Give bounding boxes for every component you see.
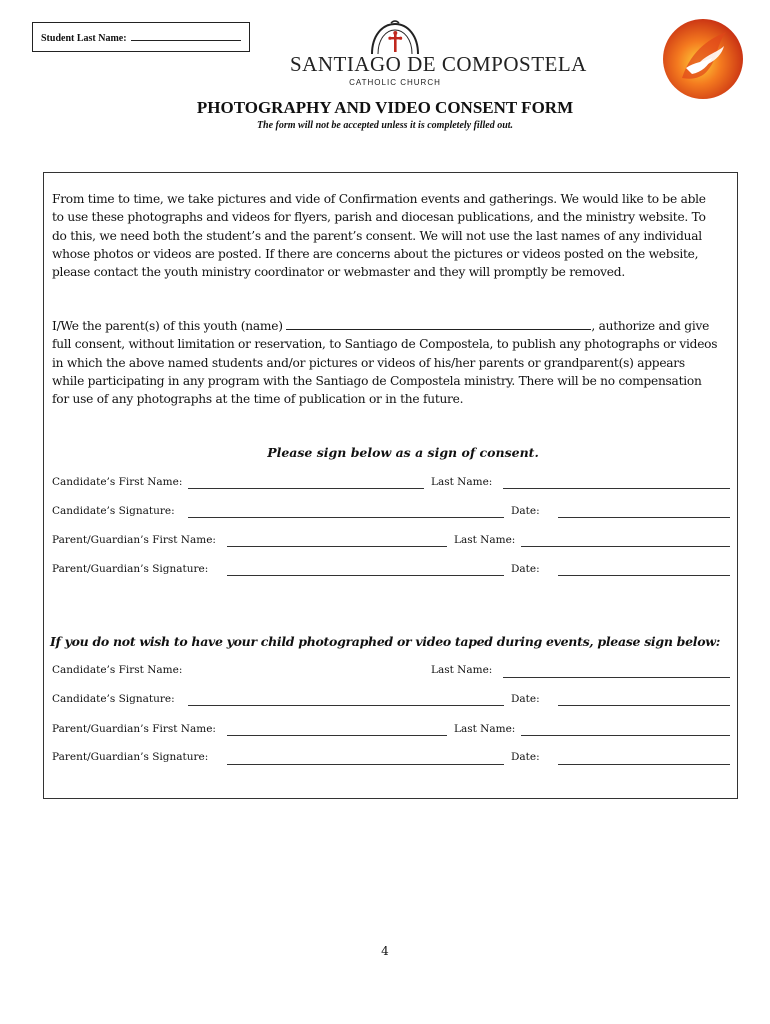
- dove-flame-icon: [662, 18, 744, 100]
- consent-parent-first-name-field[interactable]: [227, 546, 447, 547]
- authorization-text-start: I/We the parent(s) of this youth (name): [52, 319, 287, 333]
- optout-heading: If you do not wish to have your child photographed or video taped during events, please sign below:: [49, 634, 721, 649]
- optout-parent-last-name-label: Last Name:: [454, 723, 516, 735]
- consent-candidate-date-field[interactable]: [558, 517, 730, 518]
- optout-parent-last-name-field[interactable]: [521, 735, 730, 736]
- logo-wordmark: SANTIAGO DE COMPOSTELA: [290, 52, 587, 76]
- optout-candidate-date-label: Date:: [511, 693, 540, 705]
- consent-candidate-date-label: Date:: [511, 505, 540, 517]
- authorization-text-end: , authorize and give full consent, without limitation or reservation, to Santiago de Compostela, to publish any photographs or videos in which the above named students and/or pictures or videos of his/her parents or grandparent(s) appears while participating in any program with the Santiago de Compostela ministry. There will be no compensation for use of any photographs at the time of publication or in the future.: [52, 319, 718, 407]
- optout-candidate-last-name-field[interactable]: [503, 677, 730, 678]
- optout-candidate-signature-label: Candidate’s Signature:: [52, 693, 175, 705]
- church-logo: [290, 18, 587, 88]
- consent-candidate-signature-field[interactable]: [188, 517, 504, 518]
- consent-parent-first-name-label: Parent/Guardian’s First Name:: [52, 534, 216, 546]
- student-last-name-box: [32, 22, 250, 52]
- consent-parent-last-name-field[interactable]: [521, 546, 730, 547]
- logo-subtitle: CATHOLIC CHURCH: [349, 78, 441, 87]
- optout-parent-signature-field[interactable]: [227, 764, 504, 765]
- consent-candidate-last-name-field[interactable]: [503, 488, 730, 489]
- student-last-name-field[interactable]: [131, 31, 241, 41]
- consent-parent-date-label: Date:: [511, 563, 540, 575]
- authorization-paragraph: [52, 317, 720, 408]
- page-number: 4: [381, 944, 389, 958]
- consent-heading: Please sign below as a sign of consent.: [267, 445, 539, 460]
- consent-parent-signature-label: Parent/Guardian’s Signature:: [52, 563, 209, 575]
- optout-parent-signature-label: Parent/Guardian’s Signature:: [52, 751, 209, 763]
- consent-candidate-first-name-label: Candidate’s First Name:: [52, 476, 183, 488]
- consent-parent-signature-field[interactable]: [227, 575, 504, 576]
- optout-parent-first-name-label: Parent/Guardian’s First Name:: [52, 723, 216, 735]
- optout-candidate-last-name-label: Last Name:: [431, 664, 493, 676]
- optout-candidate-date-field[interactable]: [558, 705, 730, 706]
- consent-candidate-signature-label: Candidate’s Signature:: [52, 505, 175, 517]
- optout-parent-date-label: Date:: [511, 751, 540, 763]
- youth-name-field[interactable]: [286, 319, 591, 330]
- consent-parent-date-field[interactable]: [558, 575, 730, 576]
- consent-parent-last-name-label: Last Name:: [454, 534, 516, 546]
- consent-candidate-first-name-field[interactable]: [188, 488, 424, 489]
- optout-candidate-signature-field[interactable]: [188, 705, 504, 706]
- consent-candidate-last-name-label: Last Name:: [431, 476, 493, 488]
- intro-paragraph: From time to time, we take pictures and vide of Confirmation events and gatherings. We would like to be able to use these photographs and videos for flyers, parish and diocesan publications, and the ministry website. To do this, we need both the student’s and the parent’s consent. We will not use the last names of any individual whose photos or videos are posted. If there are concerns about the pictures or videos posted on the website, please contact the youth ministry coordinator or webmaster and they will promptly be removed.: [52, 192, 706, 280]
- student-last-name-label: Student Last Name:: [41, 33, 127, 44]
- form-subtitle: The form will not be accepted unless it is completely filled out.: [256, 120, 514, 131]
- form-title: PHOTOGRAPHY AND VIDEO CONSENT FORM: [196, 98, 574, 117]
- optout-parent-date-field[interactable]: [558, 764, 730, 765]
- optout-candidate-first-name-label: Candidate’s First Name:: [52, 664, 183, 676]
- optout-parent-first-name-field[interactable]: [227, 735, 447, 736]
